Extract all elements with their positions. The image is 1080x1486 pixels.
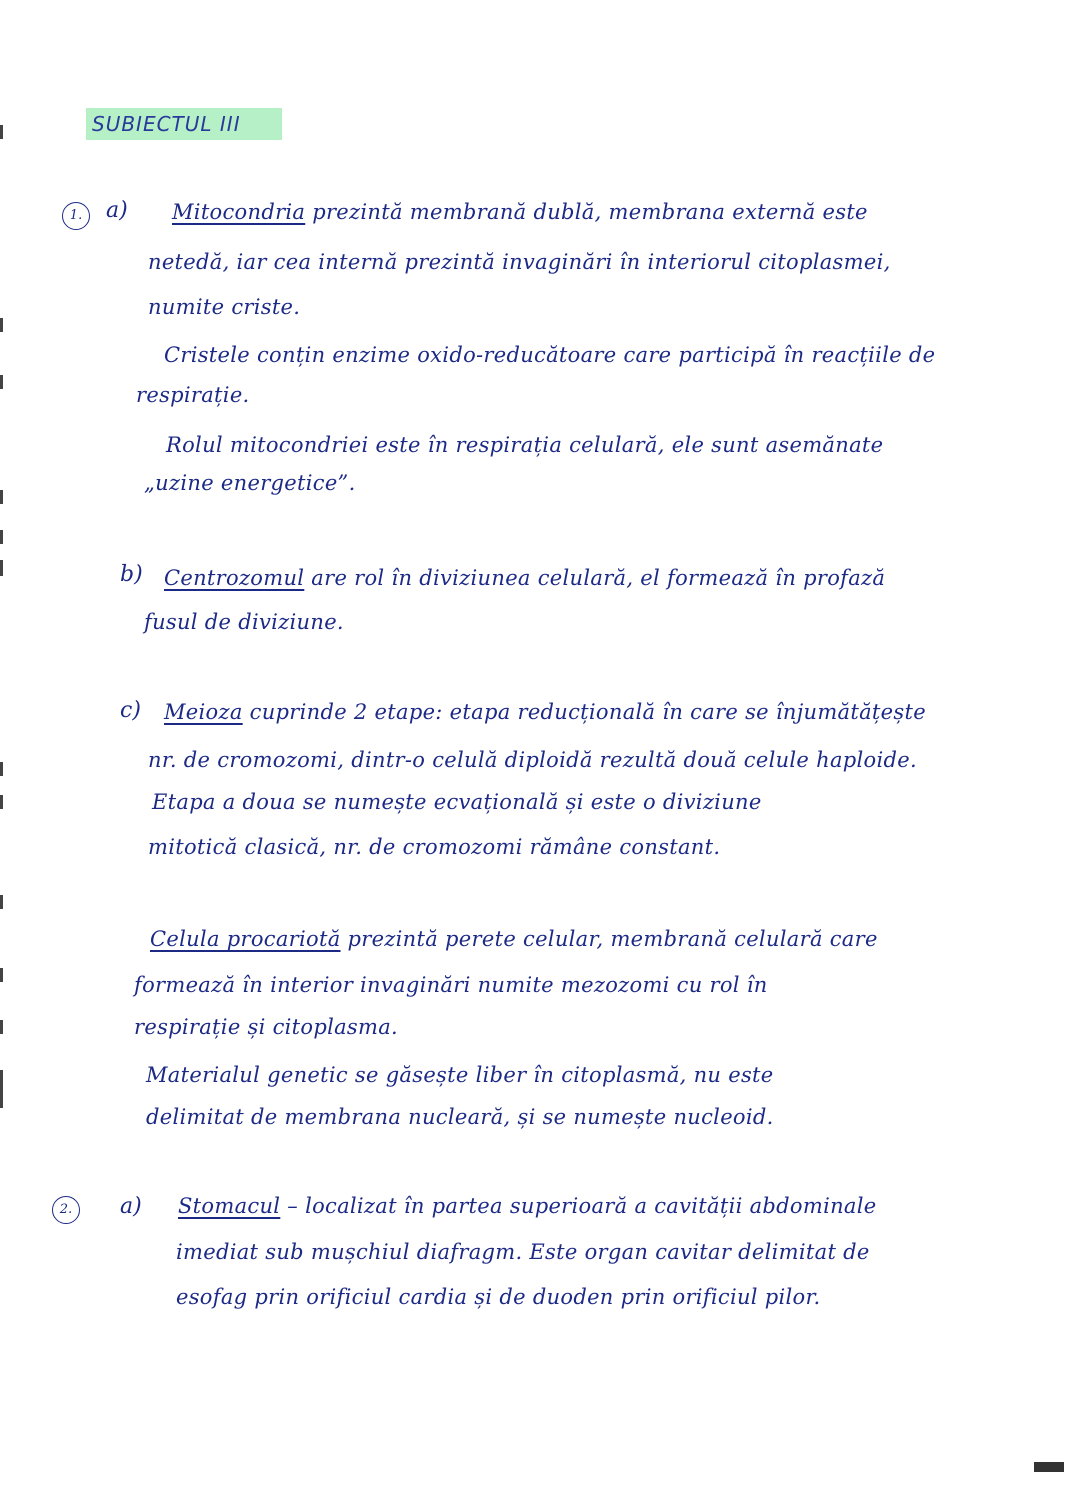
corner-mark — [1034, 1462, 1064, 1472]
text-line: Celula procariotă prezintă perete celular, membrană celulară care — [150, 927, 878, 951]
item-label: c) — [120, 698, 141, 723]
text-line: fusul de diviziune. — [144, 610, 344, 634]
text-line: Meioza cuprinde 2 etape: etapa reducțională în care se înjumătățește — [164, 700, 926, 724]
margin-tick — [0, 895, 3, 909]
question-number: 1. — [62, 202, 90, 230]
margin-tick — [0, 318, 3, 332]
term: Centrozomul — [164, 566, 305, 590]
margin-tick — [0, 968, 3, 982]
term: Stomacul — [178, 1194, 281, 1218]
text-line: Mitocondria prezintă membrană dublă, membrana externă este — [172, 200, 868, 224]
margin-tick — [0, 560, 3, 576]
text-line: mitotică clasică, nr. de cromozomi rămâne constant. — [148, 835, 721, 859]
margin-tick — [0, 795, 3, 809]
margin-tick — [0, 530, 3, 544]
text-line: delimitat de membrana nucleară, și se numește nucleoid. — [146, 1105, 774, 1129]
margin-tick — [0, 375, 3, 389]
text-line: formează în interior invaginări numite mezozomi cu rol în — [134, 973, 768, 997]
text-line: esofag prin orificiul cardia și de duoden prin orificiul pilor. — [176, 1285, 821, 1309]
text-line: imediat sub mușchiul diafragm. Este organ cavitar delimitat de — [176, 1240, 870, 1264]
term: Meioza — [164, 700, 243, 724]
text-line: respirație și citoplasma. — [134, 1015, 399, 1039]
margin-tick — [0, 1020, 3, 1034]
term: Mitocondria — [172, 200, 306, 224]
item-label: b) — [120, 562, 143, 587]
text-line: „uzine energetice”. — [144, 471, 356, 495]
text-line: numite criste. — [148, 295, 301, 319]
text-line: nr. de cromozomi, dintr-o celulă diploidă rezultă două celule haploide. — [148, 748, 917, 772]
item-label: a) — [106, 198, 128, 223]
margin-tick — [0, 1070, 3, 1108]
text-line: Centrozomul are rol în diviziunea celulară, el formează în profază — [164, 566, 886, 590]
text-line: respirație. — [136, 383, 250, 407]
item-label: a) — [120, 1194, 142, 1219]
question-number: 2. — [52, 1196, 80, 1224]
text-line: Materialul genetic se găsește liber în citoplasmă, nu este — [146, 1063, 774, 1087]
margin-tick — [0, 762, 3, 776]
text-line: Stomacul – localizat în partea superioară a cavității abdominale — [178, 1194, 877, 1218]
margin-tick — [0, 125, 3, 139]
text-line: Cristele conțin enzime oxido-reducătoare care participă în reacțiile de — [164, 343, 936, 367]
term: Celula procariotă — [150, 927, 341, 951]
text-line: Rolul mitocondriei este în respirația celulară, ele sunt asemănate — [166, 433, 884, 457]
page-title: SUBIECTUL III — [86, 108, 282, 140]
text-line: Etapa a doua se numește ecvațională și este o diviziune — [152, 790, 762, 814]
text-line: netedă, iar cea internă prezintă invaginări în interiorul citoplasmei, — [148, 250, 891, 274]
margin-tick — [0, 490, 3, 504]
